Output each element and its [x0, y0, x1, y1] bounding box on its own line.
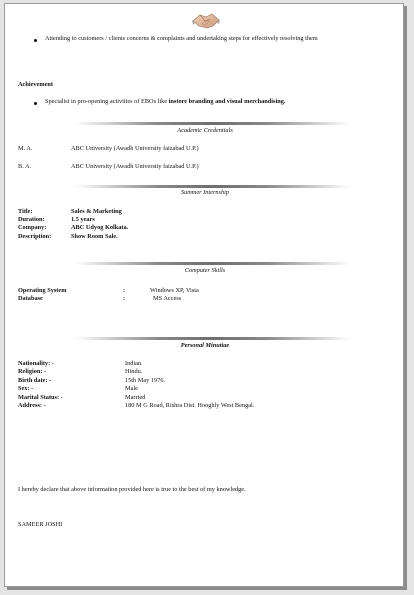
responsibility-bullet: Attending to customers / clients concerns & complaints and undertaking steps for effectively resolving them: [45, 35, 318, 42]
section-divider: [75, 185, 350, 188]
skill-separator: :: [123, 295, 126, 302]
skill-label: Operating System: [18, 287, 67, 294]
achievement-bullet: [45, 98, 285, 106]
personal-label: Sex: -: [18, 385, 34, 392]
internship-section-title: Summer Internship: [180, 189, 230, 196]
section-divider: [75, 337, 350, 340]
personal-value: Hindu.: [125, 368, 143, 375]
personal-value: 180 M G Road, Rishra Dist. Hooghly West Bengal.: [125, 402, 255, 409]
personal-label: Marital Status: -: [18, 394, 63, 401]
personal-label: Address: -: [18, 402, 46, 409]
computer-section-title: Computer Skills: [184, 267, 226, 274]
degree-label: B. A.: [18, 163, 32, 170]
bullet-marker: [34, 102, 37, 105]
achievement-heading: Achievement: [18, 81, 53, 88]
personal-value: 15th May 1976.: [125, 377, 166, 384]
personal-value: Indian.: [125, 360, 143, 367]
degree-detail: ABC University (Awadh University faizabad U.P.): [71, 163, 199, 170]
declaration-text: I hereby declare that above information provided here is true to the best of my knowledge.: [18, 486, 246, 493]
signature-name: SAMEER JOSHI: [18, 521, 63, 528]
personal-value: Married: [125, 394, 146, 401]
bullet-marker: [34, 39, 37, 42]
personal-label: Birth date: -: [18, 377, 52, 384]
internship-label: Title:: [18, 208, 33, 215]
internship-value: Sales & Marketing: [71, 208, 122, 215]
skill-value: Windows XP, Vista: [150, 287, 199, 294]
internship-value: ABC Udyog Kolkata.: [71, 224, 129, 231]
handshake-logo: [191, 9, 221, 31]
internship-label: Duration:: [18, 216, 45, 223]
resume-page: [4, 3, 404, 587]
section-divider: [75, 122, 350, 125]
skill-label: Database: [18, 295, 43, 302]
personal-label: Religion: -: [18, 368, 47, 375]
internship-label: Description:: [18, 233, 52, 240]
degree-label: M. A.: [18, 145, 33, 152]
degree-detail: ABC University (Awadh University faizabad U.P.): [71, 145, 199, 152]
achievement-text: Specialist in pro-opening activities of EBOs like: [45, 98, 169, 105]
section-divider: [75, 262, 350, 265]
internship-label: Company:: [18, 224, 47, 231]
internship-value: 1.5 years: [71, 216, 95, 223]
internship-value: Show Room Sale.: [71, 233, 118, 240]
academic-section-title: Academic Credentials: [177, 127, 233, 134]
personal-value: Male: [125, 385, 138, 392]
personal-section-title: Personal Minutiae: [180, 342, 230, 349]
achievement-bold-text: instore branding and visual merchandising.: [168, 98, 286, 105]
skill-separator: :: [123, 287, 126, 294]
personal-label: Nationality: -: [18, 360, 54, 367]
skill-value: MS Access: [153, 295, 182, 302]
